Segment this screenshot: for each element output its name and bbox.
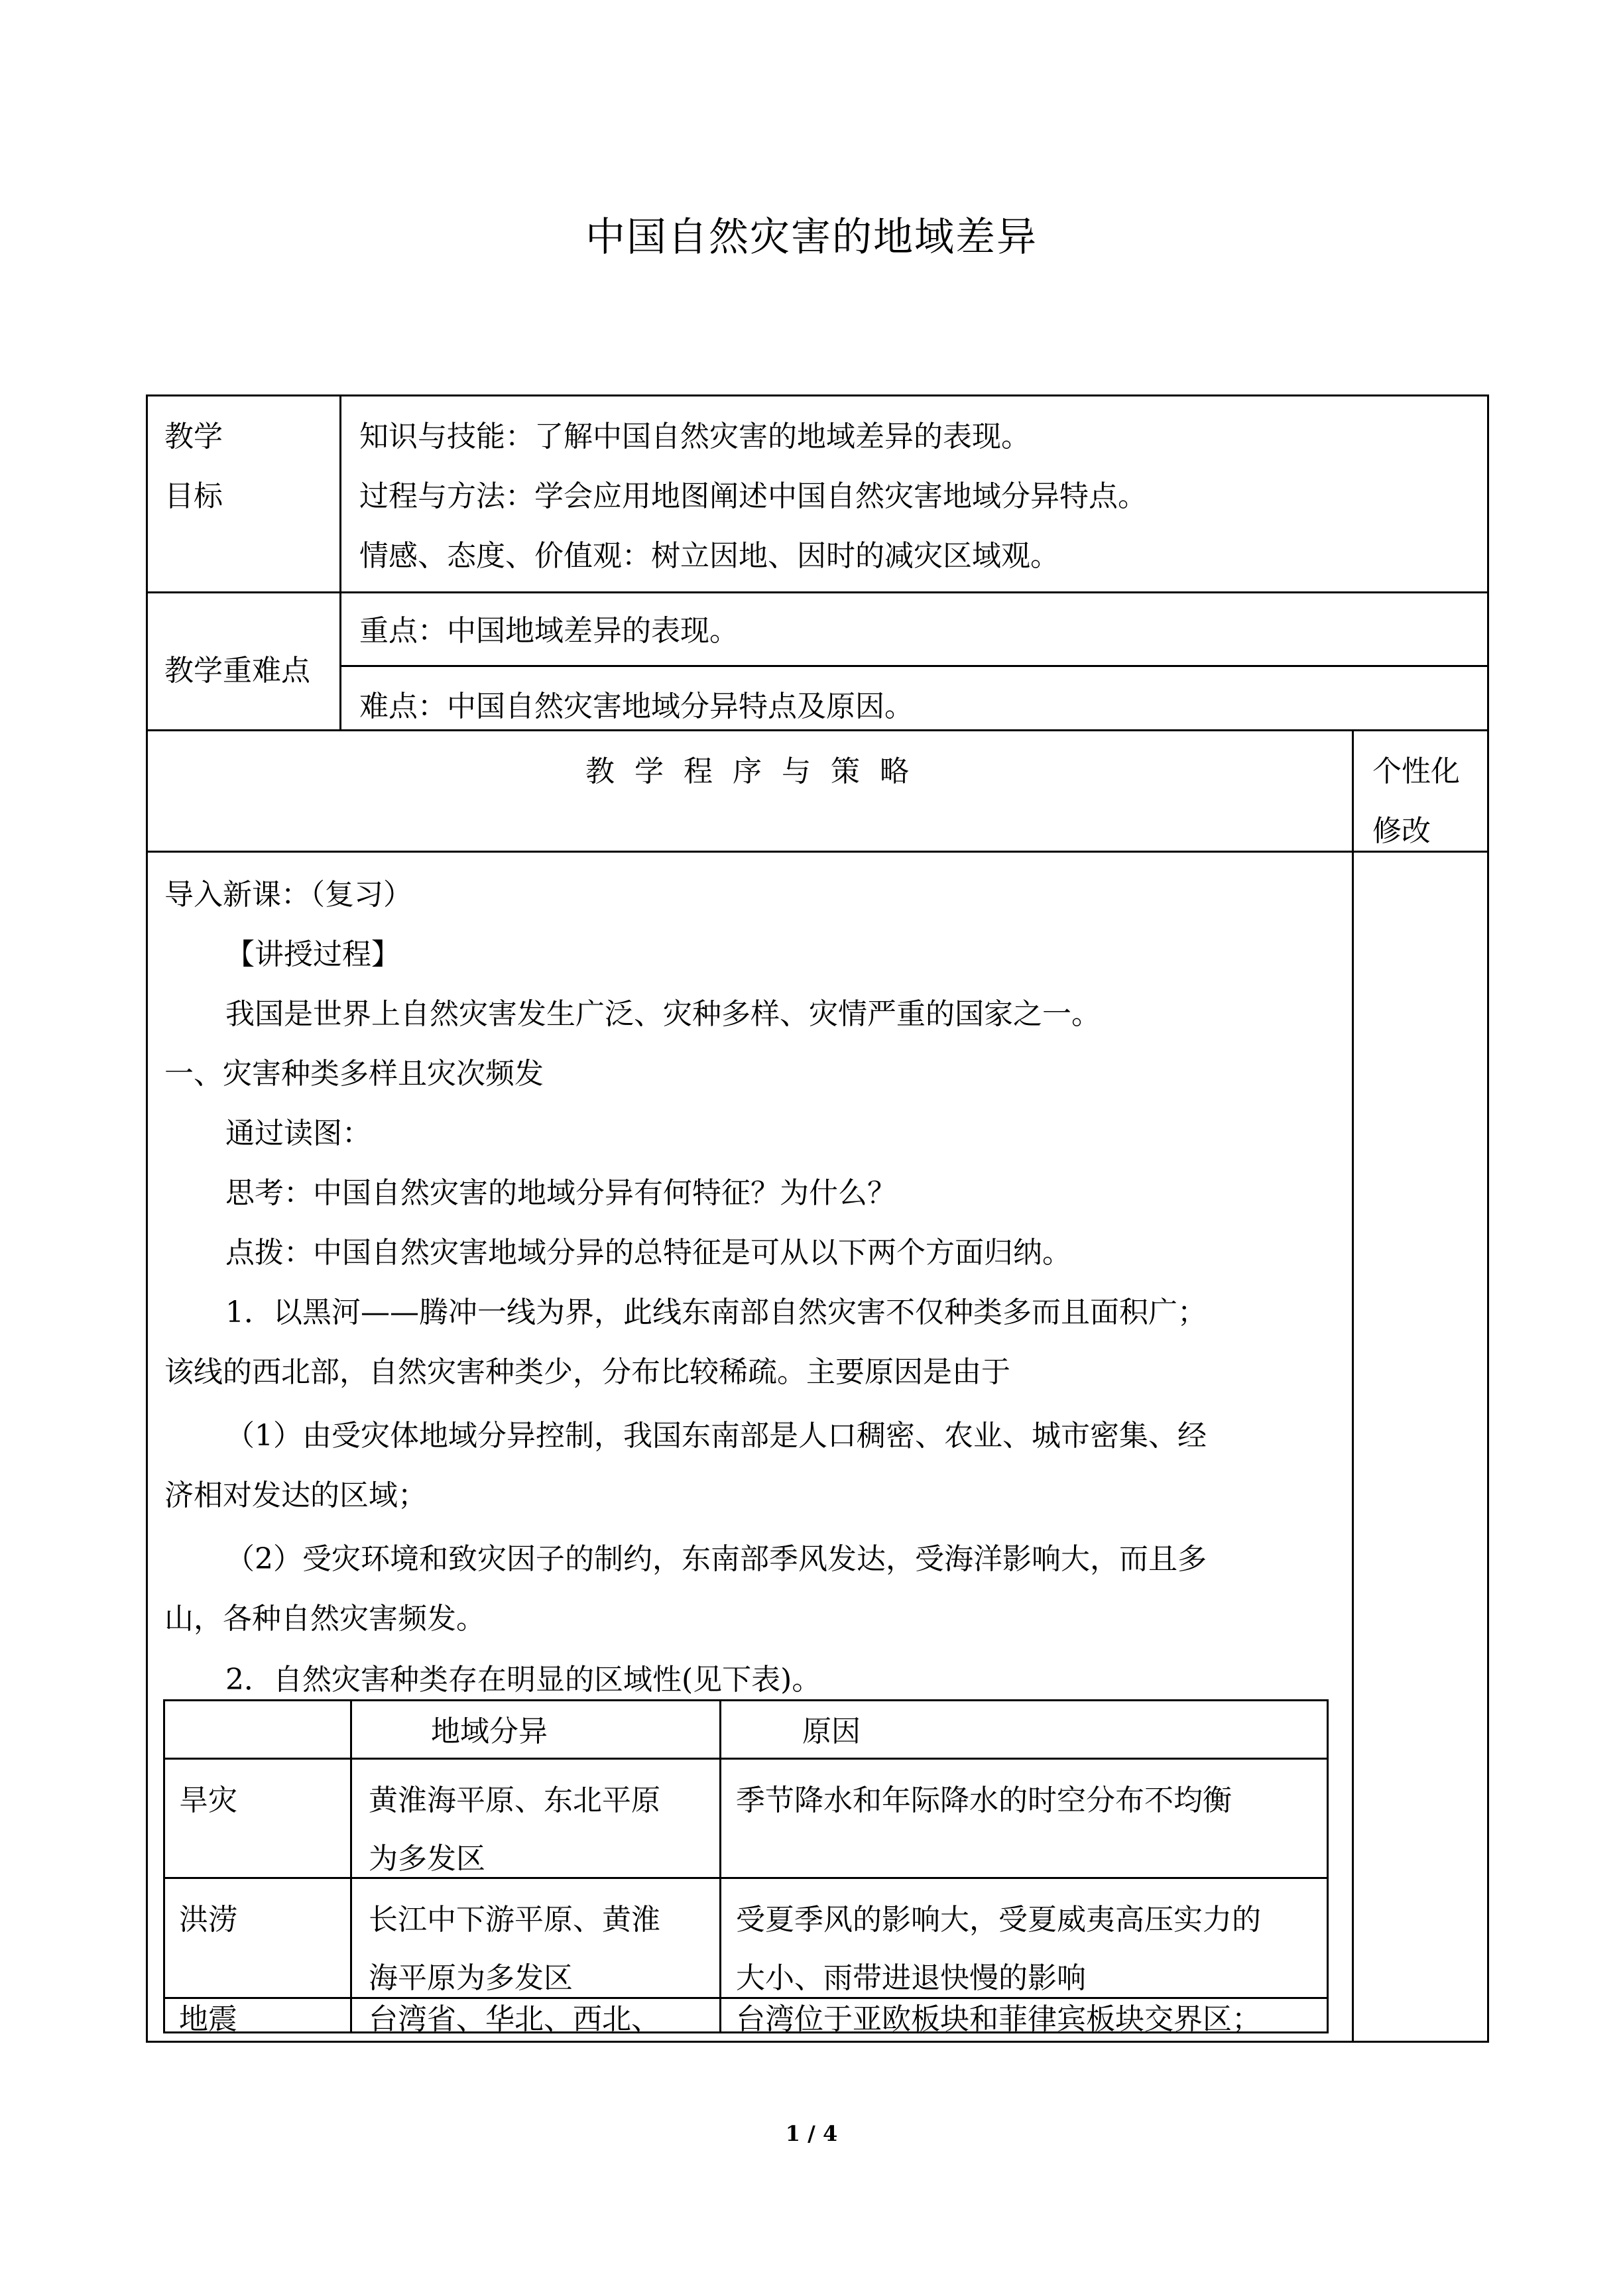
table-line bbox=[163, 1699, 165, 2033]
table-cell: 台湾省、华北、西北、 bbox=[369, 2002, 660, 2036]
table-cell: 为多发区 bbox=[369, 1842, 485, 1876]
key-point: 重点：中国地域差异的表现。 bbox=[359, 614, 739, 648]
table-line bbox=[350, 1699, 352, 2033]
paragraph-text: 我国是世界上自然灾害发生广泛、灾种多样、灾情严重的国家之一。 bbox=[225, 997, 1101, 1031]
page-number: 1 / 4 bbox=[785, 2121, 838, 2146]
objective-values: 情感、态度、价值观：树立因地、因时的减灾区域观。 bbox=[359, 539, 1059, 573]
table-line bbox=[146, 394, 1489, 396]
table-line bbox=[146, 394, 148, 2043]
objective-knowledge: 知识与技能：了解中国自然灾害的地域差异的表现。 bbox=[359, 420, 1030, 453]
table-cell: 受夏季风的影响大，受夏威夷高压实力的 bbox=[736, 1903, 1261, 1937]
table-line bbox=[1352, 729, 1354, 2043]
table-line bbox=[163, 1758, 1329, 1760]
table-line bbox=[1327, 1699, 1329, 2033]
paragraph-text: 济相对发达的区域； bbox=[164, 1479, 427, 1512]
document-title: 中国自然灾害的地域差异 bbox=[585, 214, 1038, 261]
paragraph-text: 山，各种自然灾害频发。 bbox=[164, 1602, 485, 1636]
objectives-label-line2: 目标 bbox=[164, 479, 223, 513]
section-heading: 一、灾害种类多样且灾次频发 bbox=[164, 1057, 544, 1091]
paragraph-text: 2．自然灾害种类存在明显的区域性(见下表)。 bbox=[225, 1663, 821, 1697]
paragraph-text: 思考：中国自然灾害的地域分异有何特征？为什么？ bbox=[225, 1176, 896, 1210]
table-cell: 地震 bbox=[179, 2002, 237, 2036]
table-header: 原因 bbox=[802, 1715, 861, 1748]
paragraph-text: 该线的西北部，自然灾害种类少，分布比较稀疏。主要原因是由于 bbox=[164, 1355, 1010, 1389]
table-cell: 长江中下游平原、黄淮 bbox=[369, 1903, 660, 1937]
table-line bbox=[146, 591, 1489, 593]
table-line bbox=[719, 1699, 721, 2033]
process-tag: 【讲授过程】 bbox=[225, 937, 400, 971]
personalization-label-line1: 个性化 bbox=[1372, 755, 1460, 788]
intro-text: 导入新课：（复习） bbox=[164, 878, 412, 912]
table-line bbox=[146, 729, 1489, 731]
procedure-header: 教 学 程 序 与 策 略 bbox=[585, 755, 914, 788]
paragraph-text: （2）受灾环境和致灾因子的制约，东南部季风发达，受海洋影响大，而且多 bbox=[225, 1542, 1207, 1576]
table-cell: 台湾位于亚欧板块和菲律宾板块交界区； bbox=[736, 2002, 1261, 2036]
table-line bbox=[339, 394, 341, 731]
table-cell: 季节降水和年际降水的时空分布不均衡 bbox=[736, 1783, 1232, 1817]
table-line bbox=[146, 851, 1489, 853]
table-line bbox=[1487, 394, 1489, 2043]
objectives-label-line1: 教学 bbox=[164, 420, 223, 453]
paragraph-text: 1．以黑河——腾冲一线为界，此线东南部自然灾害不仅种类多而且面积广； bbox=[225, 1296, 1207, 1329]
table-line bbox=[146, 2041, 1489, 2043]
table-cell: 洪涝 bbox=[179, 1903, 237, 1937]
personalization-label-line2: 修改 bbox=[1372, 814, 1431, 848]
difficult-point: 难点：中国自然灾害地域分异特点及原因。 bbox=[359, 690, 914, 723]
table-line bbox=[163, 1877, 1329, 1879]
table-cell: 海平原为多发区 bbox=[369, 1961, 573, 1995]
table-cell: 大小、雨带进退快慢的影响 bbox=[736, 1961, 1086, 1995]
objective-method: 过程与方法：学会应用地图阐述中国自然灾害地域分异特点。 bbox=[359, 479, 1147, 513]
paragraph-text: （1）由受灾体地域分异控制，我国东南部是人口稠密、农业、城市密集、经 bbox=[225, 1419, 1207, 1453]
paragraph-text: 点拨：中国自然灾害地域分异的总特征是可从以下两个方面归纳。 bbox=[225, 1236, 1071, 1270]
paragraph-text: 通过读图： bbox=[225, 1117, 371, 1150]
table-header: 地域分异 bbox=[431, 1715, 548, 1748]
table-cell: 黄淮海平原、东北平原 bbox=[369, 1783, 660, 1817]
table-line bbox=[163, 1699, 1329, 1701]
table-cell: 旱灾 bbox=[179, 1783, 237, 1817]
table-line bbox=[339, 665, 1489, 667]
key-points-label: 教学重难点 bbox=[164, 654, 310, 688]
